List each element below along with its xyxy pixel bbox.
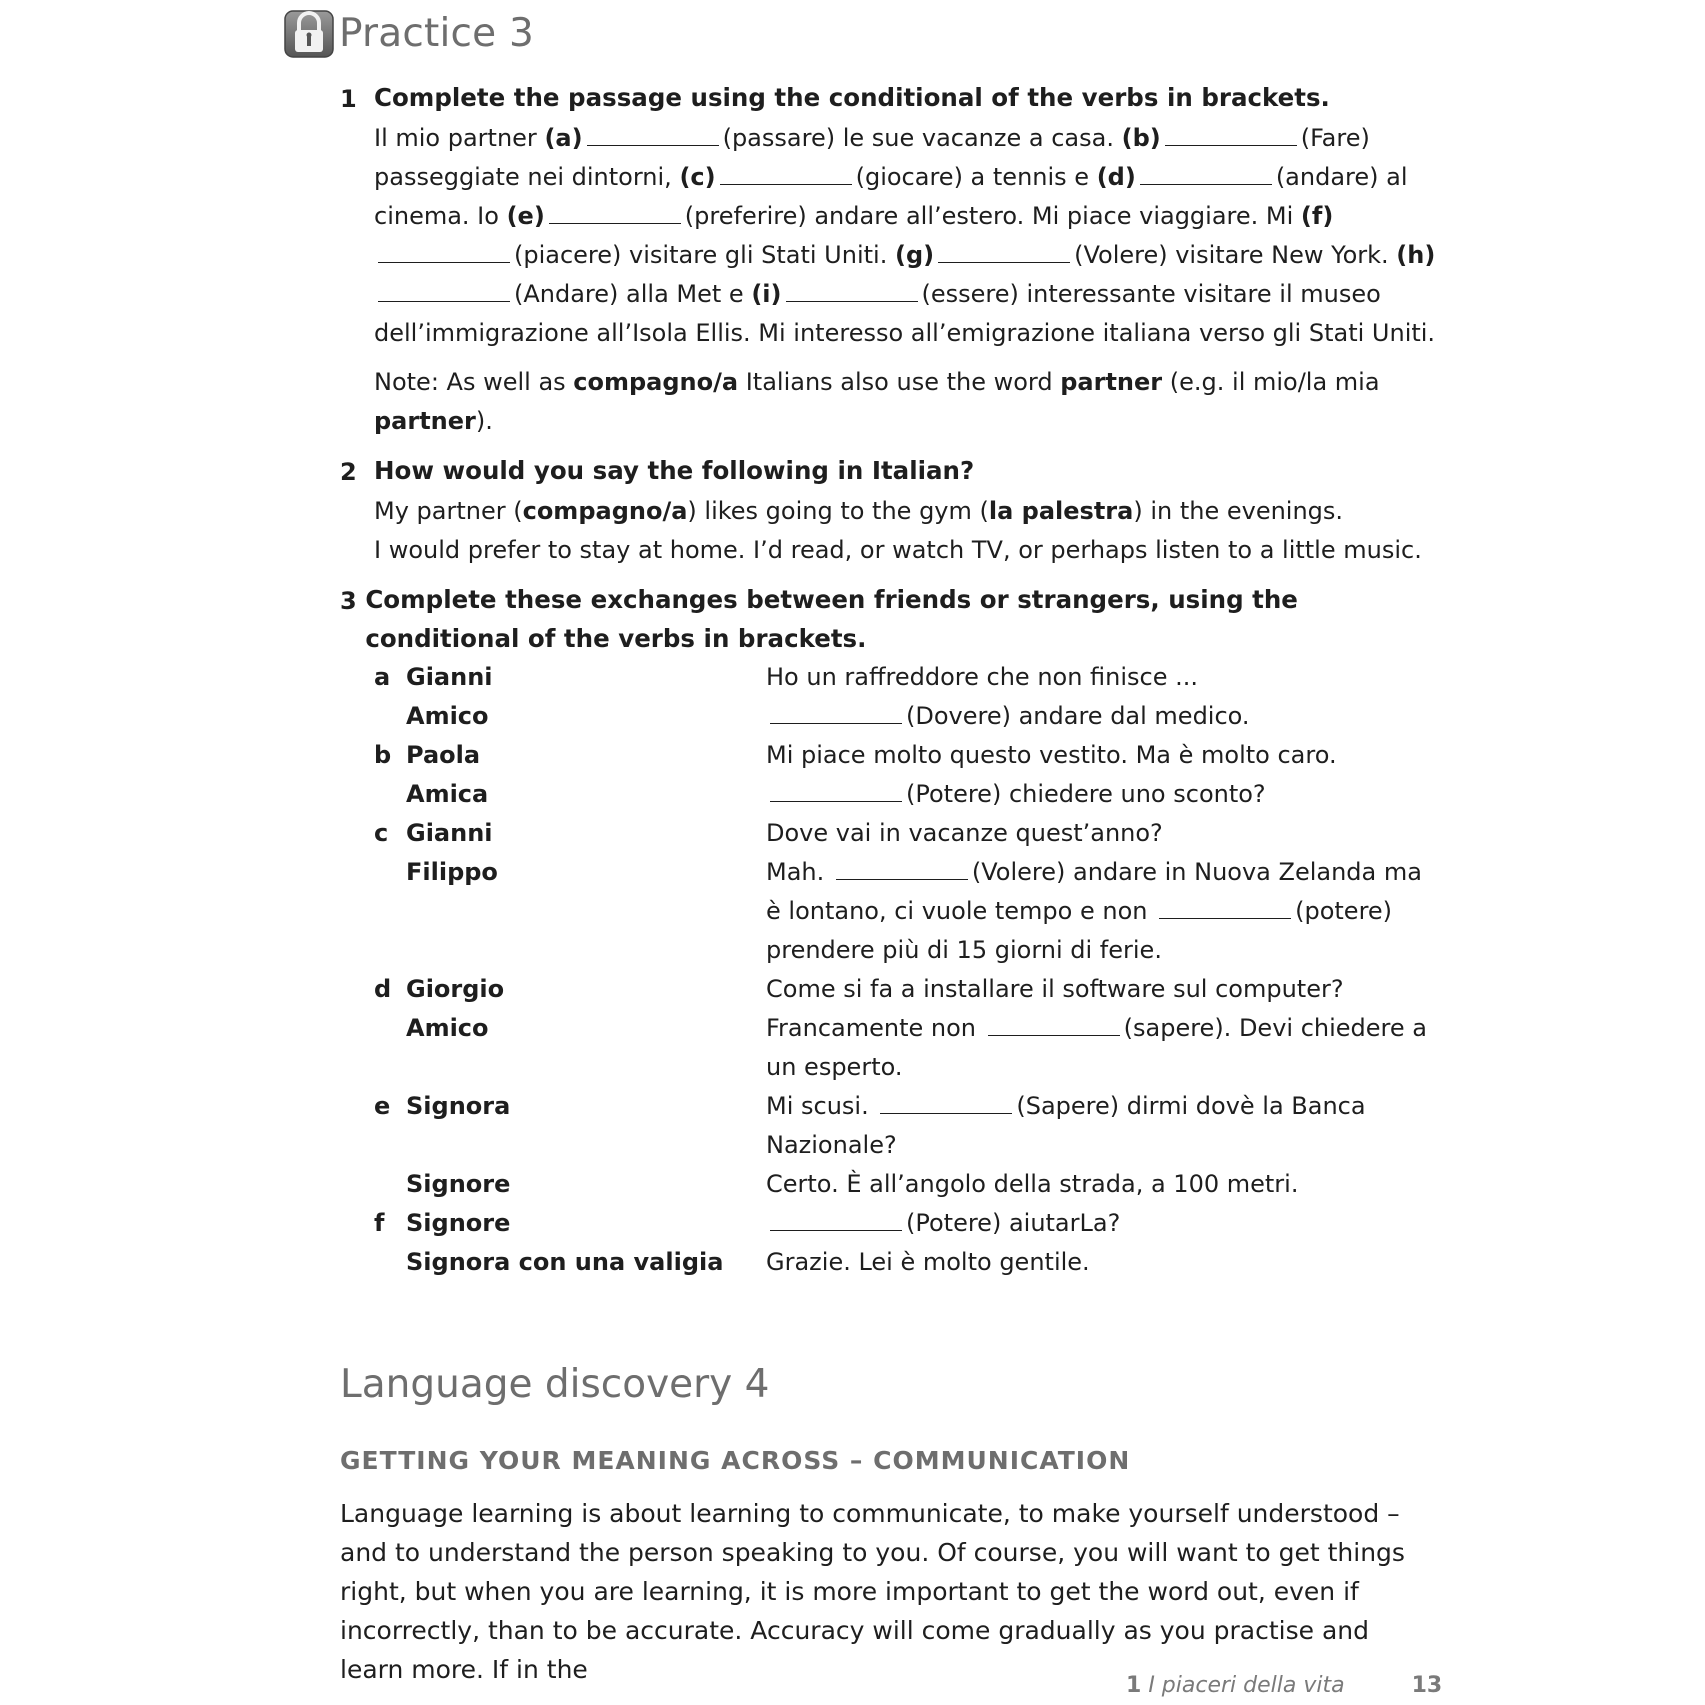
bold-text: (c) <box>679 163 716 191</box>
text-run: ) in the evenings. <box>1133 497 1344 525</box>
section-subheading: GETTING YOUR MEANING ACROSS – COMMUNICATION <box>340 1446 1131 1475</box>
answer-blank <box>378 300 510 302</box>
answer-blank <box>587 144 719 146</box>
dialogue-letter: d <box>374 975 392 1003</box>
exercise-1-note <box>374 363 1440 441</box>
section-paragraph: Language learning is about learning to communicate, to make yourself understood – and to understand the person speaking to you. Of course, you will want to get things right, but when you are learning, it is more important to get the word out, even if incorrectly, than to be accurate. Accuracy will come gradually as you practise and learn more. If in the <box>340 1499 1405 1684</box>
dialogue-line <box>766 1204 1440 1243</box>
dialogue-speaker: Giorgio <box>406 975 505 1003</box>
dialogue-letter: a <box>374 663 391 691</box>
dialogue-line <box>766 970 1440 1009</box>
answer-blank <box>770 722 902 724</box>
answer-blank <box>988 1034 1120 1036</box>
bold-text: (a) <box>544 124 583 152</box>
exercises <box>340 68 1440 1282</box>
answer-blank <box>1140 183 1272 185</box>
answer-blank <box>836 878 968 880</box>
exercise-1-passage <box>374 119 1440 353</box>
text-run: Francamente non <box>766 1014 984 1042</box>
answer-blank <box>720 183 852 185</box>
chapter-number: 1 <box>1126 1673 1142 1698</box>
practice-header <box>283 4 534 62</box>
exercise-number: 2 <box>340 458 357 486</box>
page-title: Practice 3 <box>339 10 534 56</box>
text-run: (sapere). Devi chiedere a un esperto. <box>766 1014 1427 1081</box>
dialogue-speaker: Amico <box>406 702 489 730</box>
answer-blank <box>1159 917 1291 919</box>
exercise-number: 3 <box>340 587 357 615</box>
dialogue-line <box>766 775 1440 814</box>
dialogue-line <box>766 658 1440 697</box>
dialogue-letter <box>374 775 406 814</box>
text-run: Il mio partner <box>374 124 545 152</box>
bold-text: (h) <box>1396 241 1436 269</box>
dialogue-speaker: Signora con una valigia <box>406 1248 724 1276</box>
text-run: Mi scusi. <box>766 1092 877 1120</box>
text-run: Mi piace molto questo vestito. Ma è molto caro. <box>766 741 1337 769</box>
dialogue-letter: e <box>374 1092 391 1120</box>
dialogue-line <box>766 736 1440 775</box>
answer-blank <box>1165 144 1297 146</box>
dialogue-speaker: Signora <box>406 1092 511 1120</box>
bold-text: (f) <box>1300 202 1334 230</box>
text-run: Come si fa a installare il software sul computer? <box>766 975 1344 1003</box>
dialogue-letter <box>374 1243 406 1282</box>
text-run: (Potere) aiutarLa? <box>906 1209 1121 1237</box>
bold-text: compagno/a <box>573 368 739 396</box>
dialogue-letter <box>374 853 406 970</box>
bold-text: (b) <box>1121 124 1161 152</box>
dialogue-line <box>766 1243 1440 1282</box>
exercise-2-text <box>374 492 1440 570</box>
dialogue-line <box>766 697 1440 736</box>
dialogue-letter <box>374 1165 406 1204</box>
dialogue-speaker: Amico <box>406 1014 489 1042</box>
text-run: My partner ( <box>374 497 523 525</box>
exercise-1-header <box>340 78 1440 119</box>
chapter-name: I piaceri della vita <box>1148 1673 1345 1698</box>
answer-blank <box>770 1229 902 1231</box>
text-run: (Andare) alla Met e <box>514 280 752 308</box>
text-run: Grazie. Lei è molto gentile. <box>766 1248 1090 1276</box>
text-run: (Potere) chiedere uno sconto? <box>906 780 1266 808</box>
answer-blank <box>549 222 681 224</box>
text-run: (Sapere) dirmi dovè la Banca Nazionale? <box>766 1092 1366 1159</box>
text-run: Italians also use the word <box>738 368 1061 396</box>
page-footer <box>1126 1673 1442 1698</box>
bold-text: la palestra <box>988 497 1134 525</box>
exercise-2-body <box>374 492 1440 570</box>
dialogue-line <box>766 814 1440 853</box>
answer-blank <box>880 1112 1012 1114</box>
text-run: I would prefer to stay at home. I’d read, or watch TV, or perhaps listen to a little music. <box>374 536 1422 564</box>
bold-text: (d) <box>1096 163 1136 191</box>
exercise-number: 1 <box>340 85 357 113</box>
dialogue-letter: b <box>374 741 392 769</box>
dialogue-speaker: Filippo <box>406 858 498 886</box>
bold-text: partner <box>1060 368 1163 396</box>
dialogue-line <box>766 1009 1440 1087</box>
dialogue-line <box>766 853 1440 970</box>
exercise-3-header <box>340 580 1440 658</box>
answer-blank <box>770 800 902 802</box>
text-run: Mah. <box>766 858 832 886</box>
exercise-instruction: Complete these exchanges between friends or strangers, using the conditional of the verbs in brackets. <box>365 585 1298 653</box>
page-number: 13 <box>1411 1673 1443 1698</box>
text-run: Ho un raffreddore che non finisce ... <box>766 663 1199 691</box>
text-run: ) likes going to the gym ( <box>687 497 989 525</box>
bold-text: (i) <box>751 280 782 308</box>
dialogue-speaker: Signore <box>406 1209 511 1237</box>
text-run: (Fare) passeggiate nei dintorni, <box>374 124 1370 191</box>
text-run: (potere) prendere più di 15 giorni di ferie. <box>766 897 1393 964</box>
padlock-icon <box>283 7 335 59</box>
dialogue-letter: f <box>374 1209 385 1237</box>
dialogue-speaker: Paola <box>406 741 481 769</box>
text-run: (e.g. il mio/la mia <box>1162 368 1380 396</box>
dialogue-speaker: Gianni <box>406 819 493 847</box>
text-run: (giocare) a tennis e <box>855 163 1097 191</box>
dialogue-letter <box>374 697 406 736</box>
exercise-instruction: How would you say the following in Italian? <box>374 456 975 485</box>
exercise-instruction: Complete the passage using the conditional of the verbs in brackets. <box>374 83 1330 112</box>
dialogue-line <box>766 1165 1440 1204</box>
dialogue-speaker: Signore <box>406 1170 511 1198</box>
bold-text: partner <box>374 407 476 435</box>
answer-blank <box>786 300 918 302</box>
dialogue-letter <box>374 1009 406 1087</box>
bold-text: compagno/a <box>522 497 688 525</box>
dialogue-letter: c <box>374 819 389 847</box>
text-run: (Volere) visitare New York. <box>1074 241 1397 269</box>
dialogue-speaker: Gianni <box>406 663 493 691</box>
text-run: Note: As well as <box>374 368 574 396</box>
exercise-3-dialogues <box>374 658 1440 1282</box>
answer-blank <box>938 261 1070 263</box>
bold-text: (g) <box>894 241 935 269</box>
text-run: (piacere) visitare gli Stati Uniti. <box>514 241 895 269</box>
text-run: (Dovere) andare dal medico. <box>906 702 1250 730</box>
exercise-2-header <box>340 451 1440 492</box>
text-run: ). <box>475 407 493 435</box>
answer-blank <box>378 261 510 263</box>
bold-text: (e) <box>506 202 545 230</box>
text-run: (Volere) andare in Nuova Zelanda ma è lontano, ci vuole tempo e non <box>766 858 1422 925</box>
dialogue-line <box>766 1087 1440 1165</box>
text-run: (preferire) andare all’estero. Mi piace viaggiare. Mi <box>684 202 1301 230</box>
text-run: (passare) le sue vacanze a casa. <box>722 124 1122 152</box>
section-title: Language discovery 4 <box>340 1362 770 1407</box>
text-run: Certo. È all’angolo della strada, a 100 metri. <box>766 1170 1299 1198</box>
exercise-1-body <box>374 119 1440 441</box>
dialogue-speaker: Amica <box>406 780 489 808</box>
text-run: (essere) interessante visitare il museo dell’immigrazione all’Isola Ellis. Mi interesso all’emigrazione italiana verso gli Stati Uniti. <box>374 280 1436 347</box>
text-run: Dove vai in vacanze quest’anno? <box>766 819 1163 847</box>
text-run: (andare) al cinema. Io <box>374 163 1408 230</box>
